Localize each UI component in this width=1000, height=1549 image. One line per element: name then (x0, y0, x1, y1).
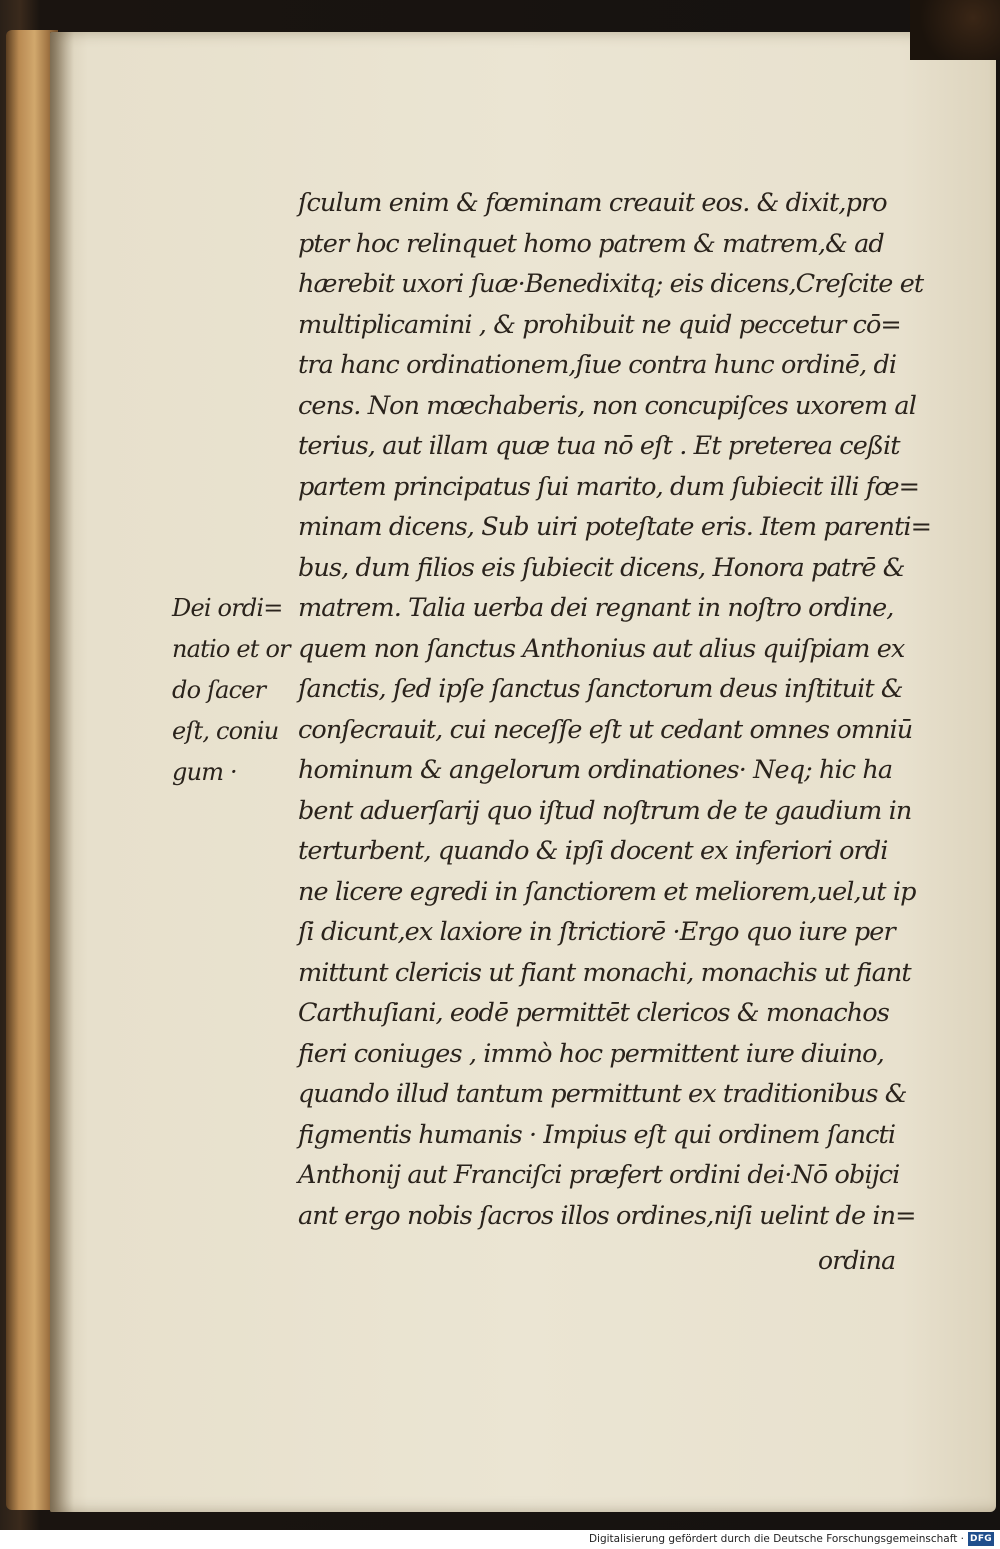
body-text (298, 183, 948, 1236)
catchword: ordina (818, 1246, 896, 1275)
margin-note-line: Dei ordi= (172, 594, 283, 622)
margin-note (172, 588, 302, 793)
gutter-shadow (50, 32, 74, 1512)
margin-note-line: eſt, coniu (172, 717, 279, 745)
text-line: Carthuſiani, eodē permittēt clericos & monachos (298, 998, 889, 1028)
text-line: figmentis humanis · Impius eſt qui ordinem ſancti (298, 1119, 896, 1150)
corner-shadow (910, 0, 1000, 60)
text-line: fieri coniuges , immò hoc permittent iure diuino, (298, 1038, 884, 1069)
text-line: hominum & angelorum ordinationes· Neq; hic ha (298, 755, 893, 785)
margin-note-line: do ſacer (172, 676, 266, 704)
text-line: minam dicens, Sub uiri poteſtate eris. Item parenti= (298, 512, 932, 542)
text-line: ant ergo nobis ſacros illos ordines,niſi uelint de in= (298, 1200, 916, 1231)
text-line: mittunt clericis ut fiant monachi, monachis ut fiant (298, 957, 911, 988)
margin-note-line: gum · (172, 758, 237, 786)
dfg-logo-icon: DFG (968, 1532, 994, 1546)
footer-bar (0, 1530, 1000, 1549)
text-line: quando illud tantum permittunt ex traditionibus & (298, 1079, 907, 1109)
text-line: bus, dum filios eis ſubiecit dicens, Honora patrē & (298, 552, 905, 583)
text-line: conſecrauit, cui neceſſe eſt ut cedant omnes omniū (298, 714, 913, 745)
text-line: partem principatus ſui marito, dum ſubiecit illi fœ= (298, 471, 920, 502)
text-line: ſi dicunt,ex laxiore in ſtrictiorē ·Ergo quo iure per (298, 917, 895, 947)
text-line: pter hoc relinquet homo patrem & matrem,& ad (298, 228, 884, 259)
margin-note-line: natio et or (172, 635, 290, 663)
text-line: cens. Non mœchaberis, non concupiſces uxorem al (298, 390, 916, 421)
text-line: matrem. Talia uerba dei regnant in noſtro ordine, (298, 593, 894, 623)
footer-credit: Digitalisierung gefördert durch die Deutsche Forschungsgemeinschaft · (588, 1533, 964, 1545)
text-line: bent aduerſarij quo iſtud noſtrum de te gaudium in (298, 795, 912, 826)
text-line: quem non ſanctus Anthonius aut alius quiſpiam ex (298, 633, 905, 664)
text-line: ſculum enim & fœminam creauit eos. & dixit,pro (298, 188, 887, 218)
text-line: hærebit uxori ſuæ·Benedixitq; eis dicens,Creſcite et (298, 269, 924, 299)
text-line: tra hanc ordinationem,ſiue contra hunc ordinē, di (298, 350, 897, 380)
text-line: Anthonij aut Franciſci præfert ordini dei·Nō obijci (298, 1160, 900, 1190)
text-line: ſanctis, ſed ipſe ſanctus ſanctorum deus inſtituit & (298, 674, 903, 704)
text-line: terturbent, quando & ipſi docent ex inferiori ordi (298, 836, 888, 866)
text-line: terius, aut illam quæ tua nō eſt . Et preterea ceßit (298, 431, 900, 461)
text-line: ne licere egredi in ſanctiorem et meliorem,uel,ut ip (298, 876, 916, 907)
text-line: multiplicamini , & prohibuit ne quid peccetur cō= (298, 309, 901, 340)
